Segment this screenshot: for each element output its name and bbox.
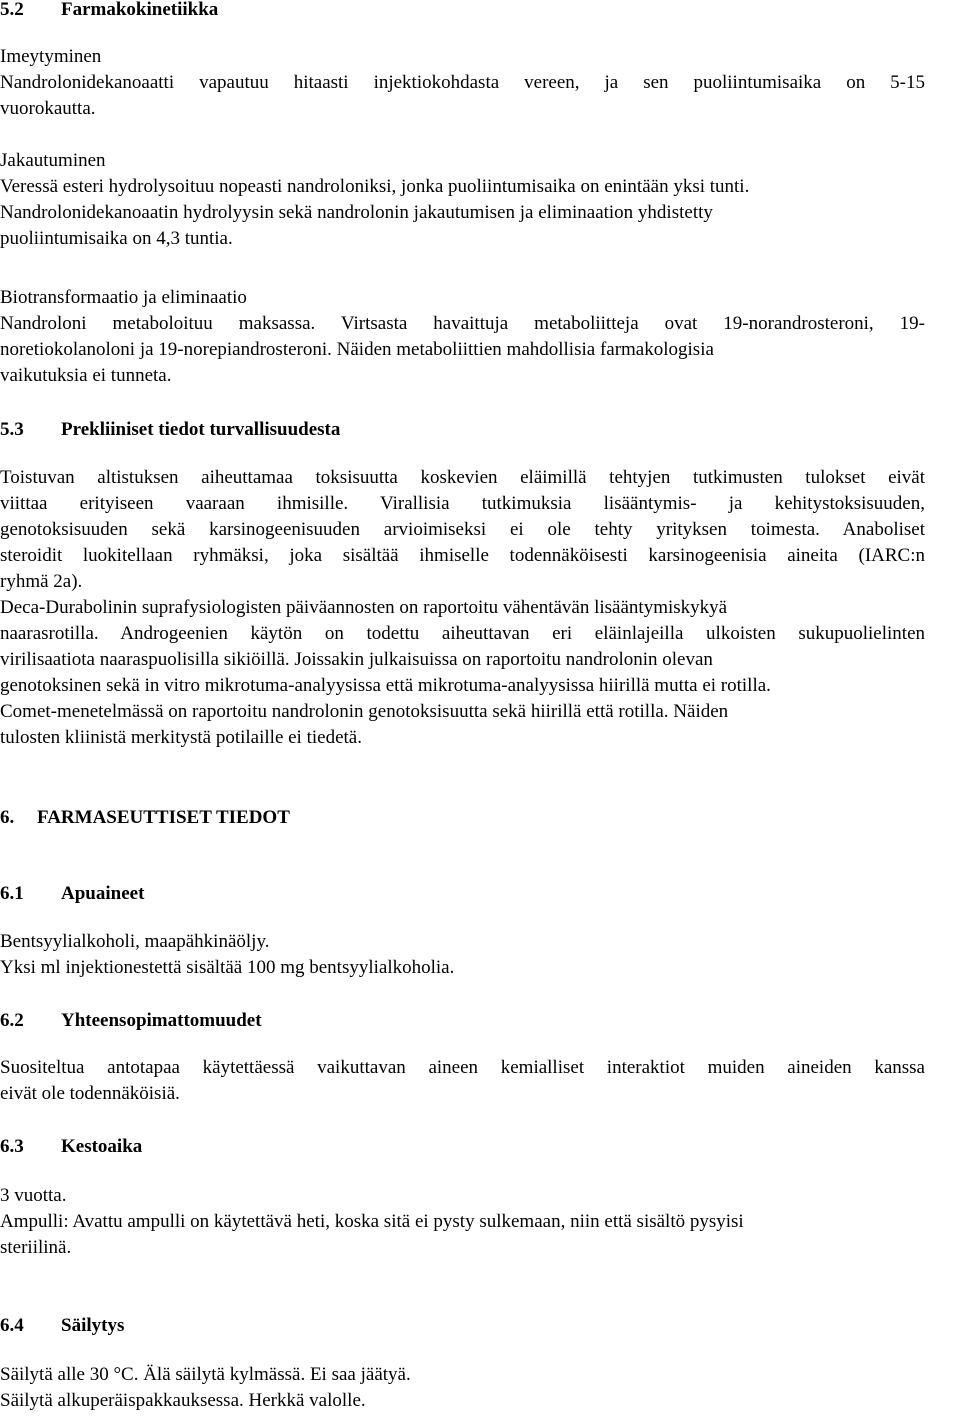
paragraph-line: Suositeltua antotapaa käytettäessä vaikuttavan aineen kemialliset interaktiot muiden aineiden kanssa [0, 1057, 925, 1078]
paragraph-line: steroidit luokitellaan ryhmäksi, joka sisältää ihmiselle todennäköisesti karsinogeenisia aineita (IARC:n [0, 545, 925, 566]
subheading-biotransformaatio: Biotransformaatio ja eliminaatio [0, 287, 247, 308]
section-6-2-heading [0, 1008, 960, 1034]
section-number: 6.2 [0, 1010, 24, 1031]
section-number: 6.1 [0, 883, 24, 904]
section-6-3-heading [0, 1134, 960, 1160]
paragraph-line: Bentsyylialkoholi, maapähkinäöljy. [0, 931, 270, 952]
paragraph-line: viittaa erityiseen vaaraan ihmisille. Virallisia tutkimuksia lisääntymis- ja kehitystoksisuuden, [0, 493, 925, 514]
section-number: 5.2 [0, 0, 24, 20]
paragraph-line: ryhmä 2a). [0, 571, 83, 592]
paragraph-line: eivät ole todennäköisiä. [0, 1083, 180, 1104]
section-title: Yhteensopimattomuudet [61, 1010, 262, 1031]
paragraph-line: puoliintumisaika on 4,3 tuntia. [0, 228, 233, 249]
section-title: Farmakokinetiikka [61, 0, 219, 20]
section-title: FARMASEUTTISET TIEDOT [37, 807, 290, 828]
biotransformaatio-block [0, 285, 960, 389]
paragraph-line: vuorokautta. [0, 98, 96, 119]
paragraph-line: tulosten kliinistä merkitystä potilaille ei tiedetä. [0, 727, 362, 748]
jakautuminen-block [0, 148, 960, 252]
section-6-1-body [0, 929, 960, 981]
paragraph-line: Säilytä alle 30 °C. Älä säilytä kylmässä. Ei saa jäätyä. [0, 1364, 411, 1385]
paragraph-line: Nandrolonidekanoaatin hydrolyysin sekä nandrolonin jakautumisen ja eliminaation yhdistetty [0, 202, 713, 223]
section-title: Prekliiniset tiedot turvallisuudesta [61, 419, 341, 440]
paragraph-line: vaikutuksia ei tunneta. [0, 365, 172, 386]
section-title: Kestoaika [61, 1136, 143, 1157]
paragraph-line: genotoksisuuden sekä karsinogeenisuuden arvioimiseksi ei ole tehty yrityksen toimesta. Anaboliset [0, 519, 925, 540]
section-title: Säilytys [61, 1315, 125, 1336]
paragraph-line: Deca-Durabolinin suprafysiologisten päiväannosten on raportoitu vähentävän lisääntymiskykyä [0, 597, 728, 618]
section-number: 6. [0, 807, 15, 828]
section-6-3-body [0, 1183, 960, 1261]
section-6-2-body [0, 1055, 960, 1107]
section-5-3-heading [0, 417, 960, 443]
paragraph-line: naarasrotilla. Androgeenien käytön on todettu aiheuttavan eri eläinlajeilla ulkoisten sukupuolielinten [0, 623, 925, 644]
section-5-2-heading [0, 0, 960, 23]
paragraph-line: steriilinä. [0, 1237, 72, 1258]
section-6-4-heading [0, 1313, 960, 1339]
section-6-1-heading [0, 881, 960, 907]
paragraph-line: Nandrolonidekanoaatti vapautuu hitaasti injektiokohdasta vereen, ja sen puoliintumisaika on 5-15 [0, 72, 925, 93]
paragraph-line: genotoksinen sekä in vitro mikrotuma-analyysissa että mikrotuma-analyysissa hiirillä mutta ei rotilla. [0, 675, 771, 696]
section-6-heading [0, 805, 960, 831]
section-number: 6.3 [0, 1136, 24, 1157]
section-number: 6.4 [0, 1315, 24, 1336]
paragraph-line: Yksi ml injektionestettä sisältää 100 mg bentsyylialkoholia. [0, 957, 455, 978]
paragraph-line: virilisaatiota naaraspuolisilla sikiöillä. Joissakin julkaisuissa on raportoitu nandrolonin olevan [0, 649, 713, 670]
paragraph-line: Nandroloni metaboloituu maksassa. Virtsasta havaittuja metaboliitteja ovat 19-norandrosteroni, 19- [0, 313, 925, 334]
paragraph-line: Säilytä alkuperäispakkauksessa. Herkkä valolle. [0, 1390, 366, 1411]
section-5-3-body [0, 465, 960, 751]
paragraph-line: Veressä esteri hydrolysoituu nopeasti nandroloniksi, jonka puoliintumisaika on enintään yksi tunti. [0, 176, 750, 197]
paragraph-line: Comet-menetelmässä on raportoitu nandrolonin genotoksisuutta sekä hiirillä että rotilla. Näiden [0, 701, 729, 722]
imeytyminen-block [0, 44, 960, 122]
paragraph-line: Ampulli: Avattu ampulli on käytettävä heti, koska sitä ei pysty sulkemaan, niin että sisältö pysyisi [0, 1211, 744, 1232]
paragraph-line: noretiokolanoloni ja 19-norepiandrosteroni. Näiden metaboliittien mahdollisia farmakologisia [0, 339, 714, 360]
section-6-4-body [0, 1362, 960, 1414]
subheading-imeytyminen: Imeytyminen [0, 46, 102, 67]
paragraph-line: Toistuvan altistuksen aiheuttamaa toksisuutta koskevien eläimillä tehtyjen tutkimusten tulokset eivät [0, 467, 925, 488]
subheading-jakautuminen: Jakautuminen [0, 150, 106, 171]
paragraph-line: 3 vuotta. [0, 1185, 67, 1206]
section-title: Apuaineet [61, 883, 145, 904]
section-number: 5.3 [0, 419, 24, 440]
